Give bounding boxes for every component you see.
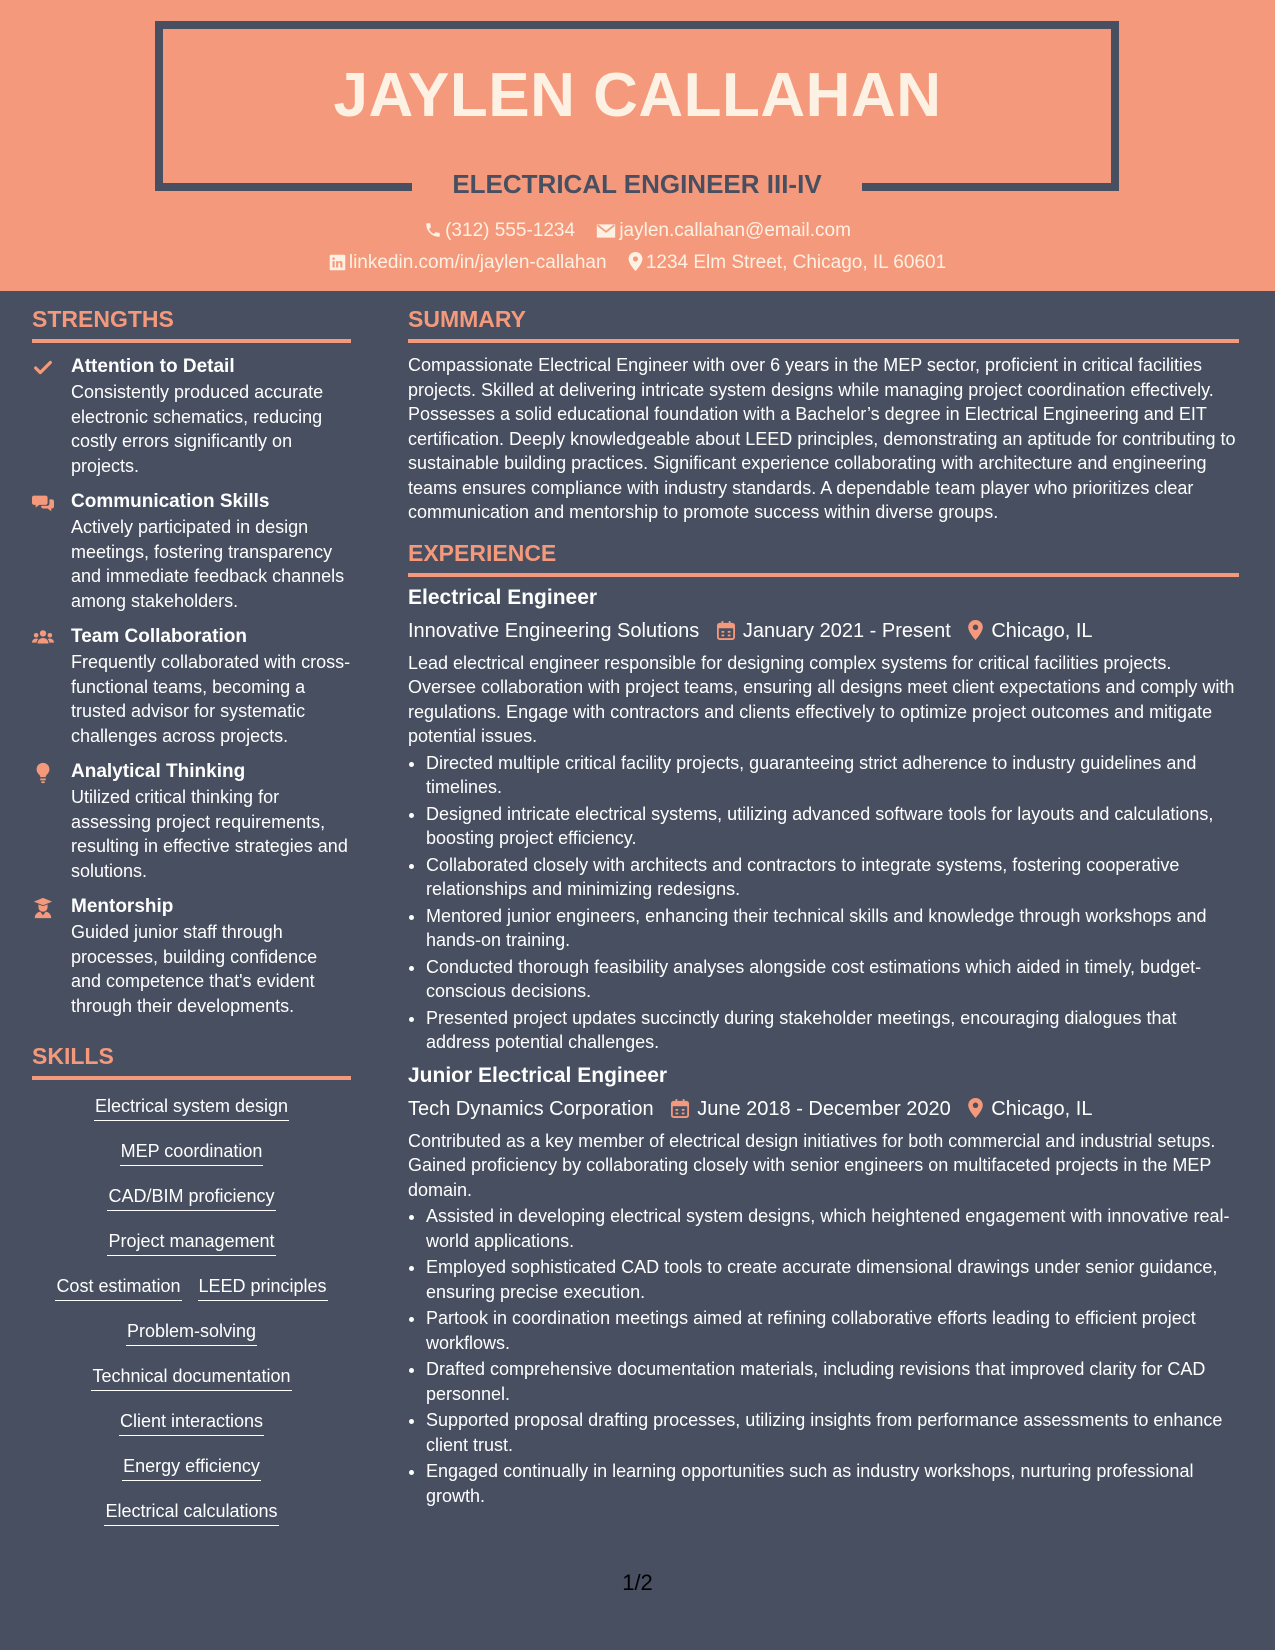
bullet-item: • Supported proposal drafting processes, utilizing insights from performance assessments to enhance client trust.	[426, 1408, 1239, 1457]
bullet-item: • Engaged continually in learning opportunities such as industry workshops, nurturing professional growth.	[426, 1459, 1239, 1508]
job-description: Lead electrical engineer responsible for designing complex systems for critical facilities projects. Oversee collaboration with project teams, ensuring all designs meet client expectations and comply with regulations. Engage with contractors and clients effectively to optimize project outcomes and mitigate potential issues.	[408, 652, 1235, 746]
skill-tag: Electrical calculations	[104, 1499, 278, 1526]
contact-line-1	[0, 220, 1275, 242]
skill-tag: MEP coordination	[120, 1139, 264, 1166]
envelope-icon	[596, 223, 616, 239]
summary-heading: SUMMARY	[408, 305, 1239, 343]
contact-line-2	[0, 252, 1275, 274]
phone-contact	[424, 220, 575, 242]
skill-row	[32, 1499, 351, 1544]
strength-desc: Frequently collaborated with cross-functional teams, becoming a trusted advisor for systematic challenges across projects.	[71, 652, 351, 746]
map-pin-icon	[968, 1098, 983, 1118]
skill-row	[32, 1319, 351, 1364]
linkedin-contact[interactable]	[329, 252, 607, 274]
strength-desc: Actively participated in design meetings, fostering transparency and immediate feedback channels among stakeholders.	[71, 517, 345, 611]
phone-icon	[424, 221, 442, 239]
company-name: Innovative Engineering Solutions	[408, 619, 700, 642]
job-location	[968, 617, 1092, 645]
skills-list	[32, 1094, 351, 1544]
map-pin-icon	[628, 252, 643, 271]
bullet-item: • Mentored junior engineers, enhancing their technical skills and knowledge through workshops and hands-on training.	[426, 904, 1239, 953]
left-column	[32, 305, 351, 1544]
skill-tag: Cost estimation	[55, 1274, 181, 1301]
strength-item	[32, 760, 351, 883]
resume-header	[0, 0, 1275, 291]
job-bullets	[408, 1204, 1239, 1508]
chat-bubbles-icon	[32, 492, 54, 514]
skill-row	[32, 1094, 351, 1139]
job-dates-text: January 2021 - Present	[742, 619, 951, 642]
strength-title: Analytical Thinking	[71, 761, 246, 782]
job-title-heading: ELECTRICAL ENGINEER III-IV	[412, 160, 862, 208]
job-dates	[717, 617, 951, 645]
job-dates-text: June 2018 - December 2020	[697, 1097, 951, 1120]
job-location-text: Chicago, IL	[991, 619, 1093, 642]
job-location	[968, 1095, 1092, 1123]
skill-tag: Client interactions	[119, 1409, 264, 1436]
skills-heading: SKILLS	[32, 1042, 351, 1080]
skill-row	[32, 1184, 351, 1229]
strength-title: Communication Skills	[71, 491, 270, 512]
strength-desc: Consistently produced accurate electronic schematics, reducing costly errors significantly on projects.	[71, 382, 324, 476]
skill-tag: CAD/BIM proficiency	[107, 1184, 275, 1211]
strength-item	[32, 895, 351, 1018]
job-dates	[671, 1095, 951, 1123]
strength-desc: Utilized critical thinking for assessing project requirements, resulting in effective strategies and solutions.	[71, 787, 348, 881]
job-location-text: Chicago, IL	[991, 1097, 1093, 1120]
strength-title: Attention to Detail	[71, 356, 235, 377]
strength-title: Team Collaboration	[71, 626, 247, 647]
skill-tag: Energy efficiency	[122, 1454, 261, 1481]
strength-item	[32, 625, 351, 748]
users-icon	[32, 627, 54, 649]
skill-row	[32, 1364, 351, 1409]
skill-row	[32, 1409, 351, 1454]
lightbulb-icon	[32, 762, 54, 784]
bullet-item: • Employed sophisticated CAD tools to create accurate dimensional drawings under senior guidance, ensuring precise execution.	[426, 1255, 1239, 1304]
bullet-item: • Drafted comprehensive documentation materials, including revisions that improved clarity for CAD personnel.	[426, 1357, 1239, 1406]
skill-tag: Electrical system design	[94, 1094, 289, 1121]
company-name: Tech Dynamics Corporation	[408, 1097, 654, 1120]
bullet-item: • Directed multiple critical facility projects, guaranteeing strict adherence to industry guidelines and timelines.	[426, 751, 1239, 800]
skill-tag: Technical documentation	[91, 1364, 291, 1391]
skill-tag: Project management	[107, 1229, 275, 1256]
strength-item	[32, 355, 351, 478]
bullet-item: • Assisted in developing electrical system designs, which heightened engagement with innovative real-world applications.	[426, 1204, 1239, 1253]
candidate-name: JAYLEN CALLAHAN	[333, 61, 942, 130]
experience-heading: EXPERIENCE	[408, 539, 1239, 577]
skill-row	[32, 1454, 351, 1499]
linkedin-text: linkedin.com/in/jaylen-callahan	[348, 252, 607, 273]
experience-entry	[408, 1063, 1239, 1509]
address-text: 1234 Elm Street, Chicago, IL 60601	[645, 252, 947, 273]
skill-tag: LEED principles	[198, 1274, 328, 1301]
job-bullets	[408, 751, 1239, 1055]
strengths-heading: STRENGTHS	[32, 305, 351, 343]
skill-row	[32, 1229, 351, 1274]
job-description: Contributed as a key member of electrical design initiatives for both commercial and industrial setups. Gained proficiency by collaborating closely with senior engineers on multifaceted projects in the MEP domain.	[408, 1130, 1216, 1200]
linkedin-icon	[329, 254, 346, 271]
checkmark-icon	[32, 357, 54, 379]
calendar-icon	[717, 621, 735, 640]
phone-text: (312) 555-1234	[445, 220, 576, 241]
summary-text: Compassionate Electrical Engineer with over 6 years in the MEP sector, proficient in critical facilities projects. Skilled at delivering intricate system designs while managing project coordination effectively. Possesses a solid educational foundation with a Bachelor’s degree in Electrical Engineering and EIT certification. Deeply knowledgeable about LEED principles, demonstrating an aptitude for contributing to sustainable building practices. Significant experience collaborating with architecture and engineering teams ensures compliance with industry standards. A dependable team player who prioritizes clear communication and mentorship to promote success within diverse groups.	[408, 355, 1236, 522]
strength-item	[32, 490, 351, 613]
skill-row	[32, 1274, 351, 1319]
strength-desc: Guided junior staff through processes, building confidence and competence that's evident through their developments.	[71, 922, 318, 1016]
strength-title: Mentorship	[71, 896, 174, 917]
job-role: Electrical Engineer	[408, 585, 598, 609]
bullet-item: • Collaborated closely with architects and contractors to integrate systems, fostering cooperative relationships and minimizing redesigns.	[426, 853, 1239, 902]
job-meta	[408, 1095, 1239, 1123]
bullet-item: • Presented project updates succinctly during stakeholder meetings, encouraging dialogues that address potential challenges.	[426, 1006, 1239, 1055]
email-contact[interactable]	[596, 220, 851, 242]
page-number: 1/2	[622, 1570, 653, 1595]
calendar-icon	[671, 1099, 689, 1118]
bullet-item: • Partook in coordination meetings aimed at refining collaborative efforts leading to efficient project workflows.	[426, 1306, 1239, 1355]
bullet-item: • Conducted thorough feasibility analyses alongside cost estimations which aided in timely, budget-conscious decisions.	[426, 955, 1239, 1004]
graduate-icon	[32, 897, 54, 919]
bullet-item: • Designed intricate electrical systems, utilizing advanced software tools for layouts and calculations, boosting project efficiency.	[426, 802, 1239, 851]
map-pin-icon	[968, 620, 983, 640]
skill-row	[32, 1139, 351, 1184]
address-contact	[628, 252, 946, 274]
job-role: Junior Electrical Engineer	[408, 1063, 668, 1087]
job-meta	[408, 617, 1239, 645]
skill-tag: Problem-solving	[126, 1319, 257, 1346]
email-text: jaylen.callahan@email.com	[619, 220, 851, 241]
experience-entry	[408, 585, 1239, 1055]
right-column	[408, 305, 1239, 1510]
